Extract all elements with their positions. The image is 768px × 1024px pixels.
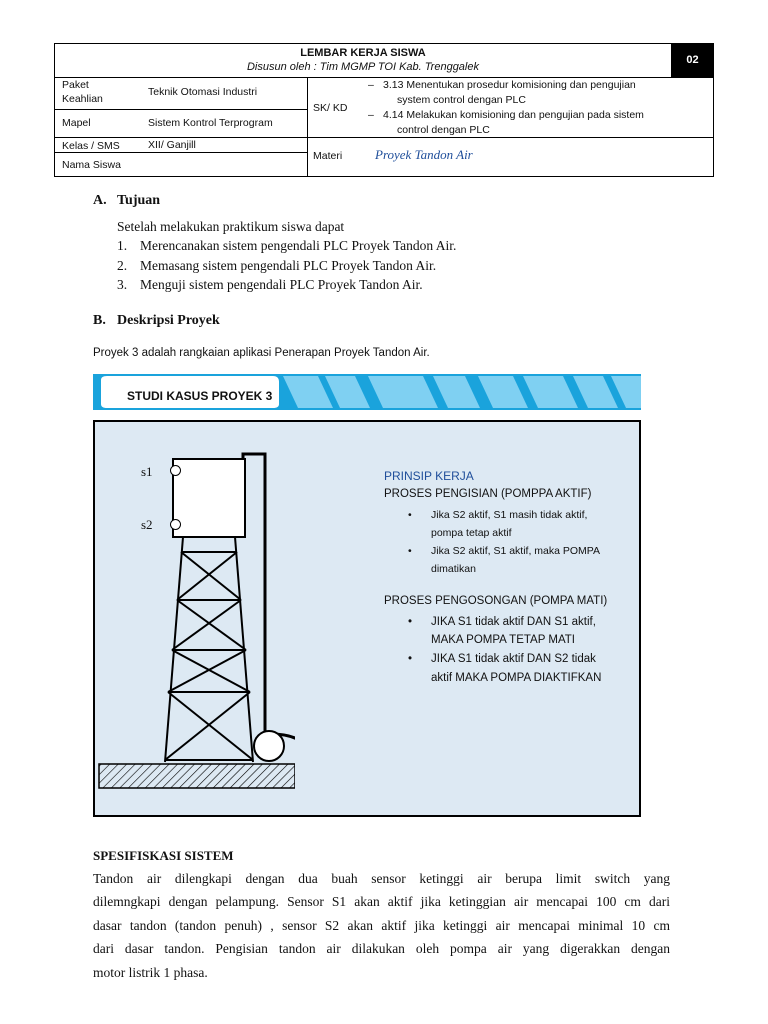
section-a-letter: A. xyxy=(93,193,107,208)
paket-label: Paket xyxy=(62,79,89,91)
mapel-value: Sistem Kontrol Terprogram xyxy=(148,117,273,129)
kd1-line2: system control dengan PLC xyxy=(397,94,526,106)
prinsip-kerja-heading: PRINSIP KERJA xyxy=(384,469,474,483)
pengosongan-item-1-l1: JIKA S1 tidak aktif DAN S1 aktif, xyxy=(431,616,596,628)
pengosongan-title: PROSES PENGOSONGAN (POMPA MATI) xyxy=(384,595,608,607)
section-b-desc: Proyek 3 adalah rangkaian aplikasi Penerapan Proyek Tandon Air. xyxy=(93,347,430,359)
pengisian-item-1-l1: Jika S2 aktif, S1 masih tidak aktif, xyxy=(431,509,588,521)
pengisian-title: PROSES PENGISIAN (POMPPA AKTIF) xyxy=(384,488,592,500)
spesifikasi-title: SPESIFISKASI SISTEM xyxy=(93,848,234,863)
spec-line-5: motor listrik 1 phasa. xyxy=(93,965,208,980)
kd2-line1: 4.14 Melakukan komisioning dan pengujian pada sistem xyxy=(383,109,644,121)
section-a-intro: Setelah melakukan praktikum siswa dapat xyxy=(117,219,345,234)
bullet-icon: • xyxy=(408,616,413,628)
pengosongan-item-2-l2: aktif MAKA POMPA DIAKTIFKAN xyxy=(431,672,602,684)
objective-1-num: 1. xyxy=(117,238,128,253)
materi-label: Materi xyxy=(313,150,343,162)
pengosongan-item-1-l2: MAKA POMPA TETAP MATI xyxy=(431,634,575,646)
objective-1: Merencanakan sistem pengendali PLC Proyek Tandon Air. xyxy=(140,238,457,253)
keahlian-label: Keahlian xyxy=(62,93,103,105)
pengisian-item-1-l2: pompa tetap aktif xyxy=(431,527,512,539)
kd1-dash: – xyxy=(368,79,374,91)
materi-value: Proyek Tandon Air xyxy=(375,147,473,162)
sensor-s1-label: s1 xyxy=(141,464,153,479)
bullet-icon: • xyxy=(408,653,413,665)
header-table xyxy=(54,43,714,177)
sheet-title: LEMBAR KERJA SISWA xyxy=(300,47,426,59)
banner-label: STUDI KASUS PROYEK 3 xyxy=(127,389,273,403)
skkd-label: SK/ KD xyxy=(313,102,348,114)
section-b-title: Deskripsi Proyek xyxy=(117,313,220,328)
kelas-label: Kelas / SMS xyxy=(62,140,120,152)
spec-line-1: Tandon air dilengkapi dengan dua buah sensor ketinggi air berupa limit switch yang xyxy=(93,871,670,886)
sensor-s2-label: s2 xyxy=(141,517,153,532)
objective-3-num: 3. xyxy=(117,277,128,292)
kd2-line2: control dengan PLC xyxy=(397,124,490,136)
paket-value: Teknik Otomasi Industri xyxy=(148,86,258,98)
pengosongan-item-2-l1: JIKA S1 tidak aktif DAN S2 tidak xyxy=(431,653,596,665)
page-number: 02 xyxy=(672,44,713,77)
spec-line-4: dari dasar tandon. Pengisian tandon air dilakukan oleh pompa air yang digerakkan dengan xyxy=(93,941,670,956)
sensor-s1-icon xyxy=(170,465,181,476)
spec-line-2: dilemngkapi dengan pelampung. Sensor S1 akan aktif jika ketinggian air mencapai 100 cm dari xyxy=(93,894,670,909)
kd1-line1: 3.13 Menentukan prosedur komisioning dan pengujian xyxy=(383,79,636,91)
objective-2: Memasang sistem pengendali PLC Proyek Tandon Air. xyxy=(140,258,437,273)
bullet-icon: • xyxy=(408,509,412,521)
kd2-dash: – xyxy=(368,109,374,121)
pengisian-item-2-l2: dimatikan xyxy=(431,563,476,575)
objective-3: Menguji sistem pengendali PLC Proyek Tandon Air. xyxy=(140,277,423,292)
section-a-title: Tujuan xyxy=(117,193,161,208)
sheet-subtitle: Disusun oleh : Tim MGMP TOI Kab. Trenggalek xyxy=(246,61,479,73)
nama-label: Nama Siswa xyxy=(62,159,121,171)
mapel-label: Mapel xyxy=(62,117,91,129)
objective-2-num: 2. xyxy=(117,258,128,273)
sensor-s2-icon xyxy=(170,519,181,530)
water-tower-illustration xyxy=(95,422,295,814)
spec-line-3: dasar tandon (tandon penuh) , sensor S2 akan aktif jika ketinggi air mencapai minimal 10 cm xyxy=(93,918,670,933)
kelas-value: XII/ Ganjill xyxy=(148,139,196,151)
section-b-letter: B. xyxy=(93,313,106,328)
pengisian-item-2-l1: Jika S2 aktif, S1 aktif, maka POMPA xyxy=(431,545,601,557)
bullet-icon: • xyxy=(408,545,412,557)
